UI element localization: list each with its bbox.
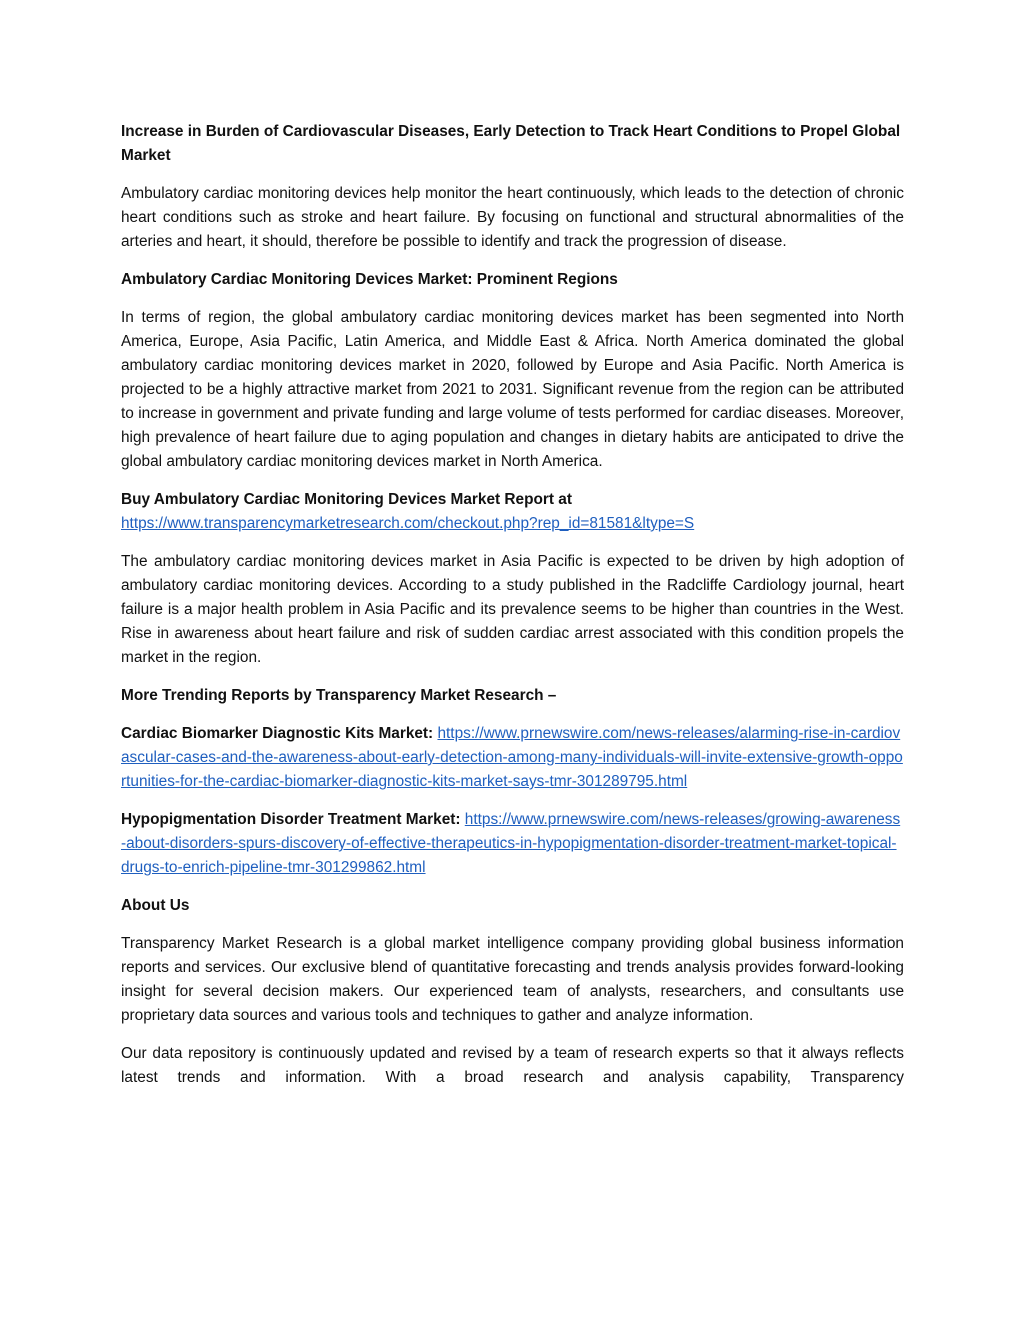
buy-report-block (121, 488, 904, 536)
trending-item-label: Cardiac Biomarker Diagnostic Kits Market: (121, 725, 434, 742)
trending-item-label: Hypopigmentation Disorder Treatment Market: (121, 811, 461, 828)
paragraph-asia-pacific: The ambulatory cardiac monitoring devices market in Asia Pacific is expected to be driven by high adoption of ambulatory cardiac monitoring devices. According to a study published in the Radcliffe Cardiology journal, heart failure is a major health problem in Asia Pacific and its prevalence seems to be higher than countries in the West. Rise in awareness about heart failure and risk of sudden cardiac arrest associated with this condition propels the market in the region. (121, 553, 904, 666)
buy-report-link-line (121, 512, 904, 536)
paragraph-regions: In terms of region, the global ambulatory cardiac monitoring devices market has been segmented into North America, Europe, Asia Pacific, Latin America, and Middle East & Africa. North America dominated the global ambulatory cardiac monitoring devices market in 2020, followed by Europe and Asia Pacific. North America is projected to be a highly attractive market from 2021 to 2031. Significant revenue from the region can be attributed to increase in government and private funding and large volume of tests performed for cardiac diseases. Moreover, high prevalence of heart failure due to aging population and changes in dietary habits are anticipated to drive the global ambulatory cardiac monitoring devices market in North America. (121, 309, 904, 470)
about-us-heading: About Us (121, 897, 190, 914)
trending-item-hypopigmentation (121, 808, 904, 880)
buy-report-label: Buy Ambulatory Cardiac Monitoring Devices Market Report at (121, 491, 572, 508)
section-heading-burden: Increase in Burden of Cardiovascular Diseases, Early Detection to Track Heart Conditions to Propel Global Market (121, 123, 901, 164)
section-heading-regions: Ambulatory Cardiac Monitoring Devices Market: Prominent Regions (121, 271, 618, 288)
trending-item-link[interactable]: https://www.prnewswire.com/news-releases/alarming-rise-in-cardiovascular-cases-and-the-awareness-about-early-detection-among-many-individuals-will-invite-extensive-growth-opportunities-for-the-cardiac-biomarker-diagnostic-kits-market-says-tmr-301289795.html (121, 725, 903, 790)
paragraph-burden: Ambulatory cardiac monitoring devices help monitor the heart continuously, which leads to the detection of chronic heart conditions such as stroke and heart failure. By focusing on functional and structural abnormalities of the arteries and heart, it should, therefore be possible to identify and track the progression of disease. (121, 185, 904, 250)
buy-report-link[interactable]: https://www.transparencymarketresearch.com/checkout.php?rep_id=81581&ltype=S (121, 515, 695, 532)
trending-item-cardiac-biomarker (121, 722, 904, 794)
trending-reports-heading: More Trending Reports by Transparency Market Research – (121, 687, 557, 704)
about-us-paragraph-1: Transparency Market Research is a global market intelligence company providing global business information reports and services. Our exclusive blend of quantitative forecasting and trends analysis provides forward-looking insight for several decision makers. Our experienced team of analysts, researchers, and consultants use proprietary data sources and various tools and techniques to gather and analyze information. (121, 935, 904, 1024)
about-us-paragraph-2: Our data repository is continuously updated and revised by a team of research experts so that it always reflects latest trends and information. With a broad research and analysis capability, Transparency (121, 1045, 904, 1086)
trending-item-link[interactable]: https://www.prnewswire.com/news-releases/growing-awareness-about-disorders-spurs-discovery-of-effective-therapeutics-in-hypopigmentation-disorder-treatment-market-topical-drugs-to-enrich-pipeline-tmr-301299862.html (121, 811, 901, 876)
